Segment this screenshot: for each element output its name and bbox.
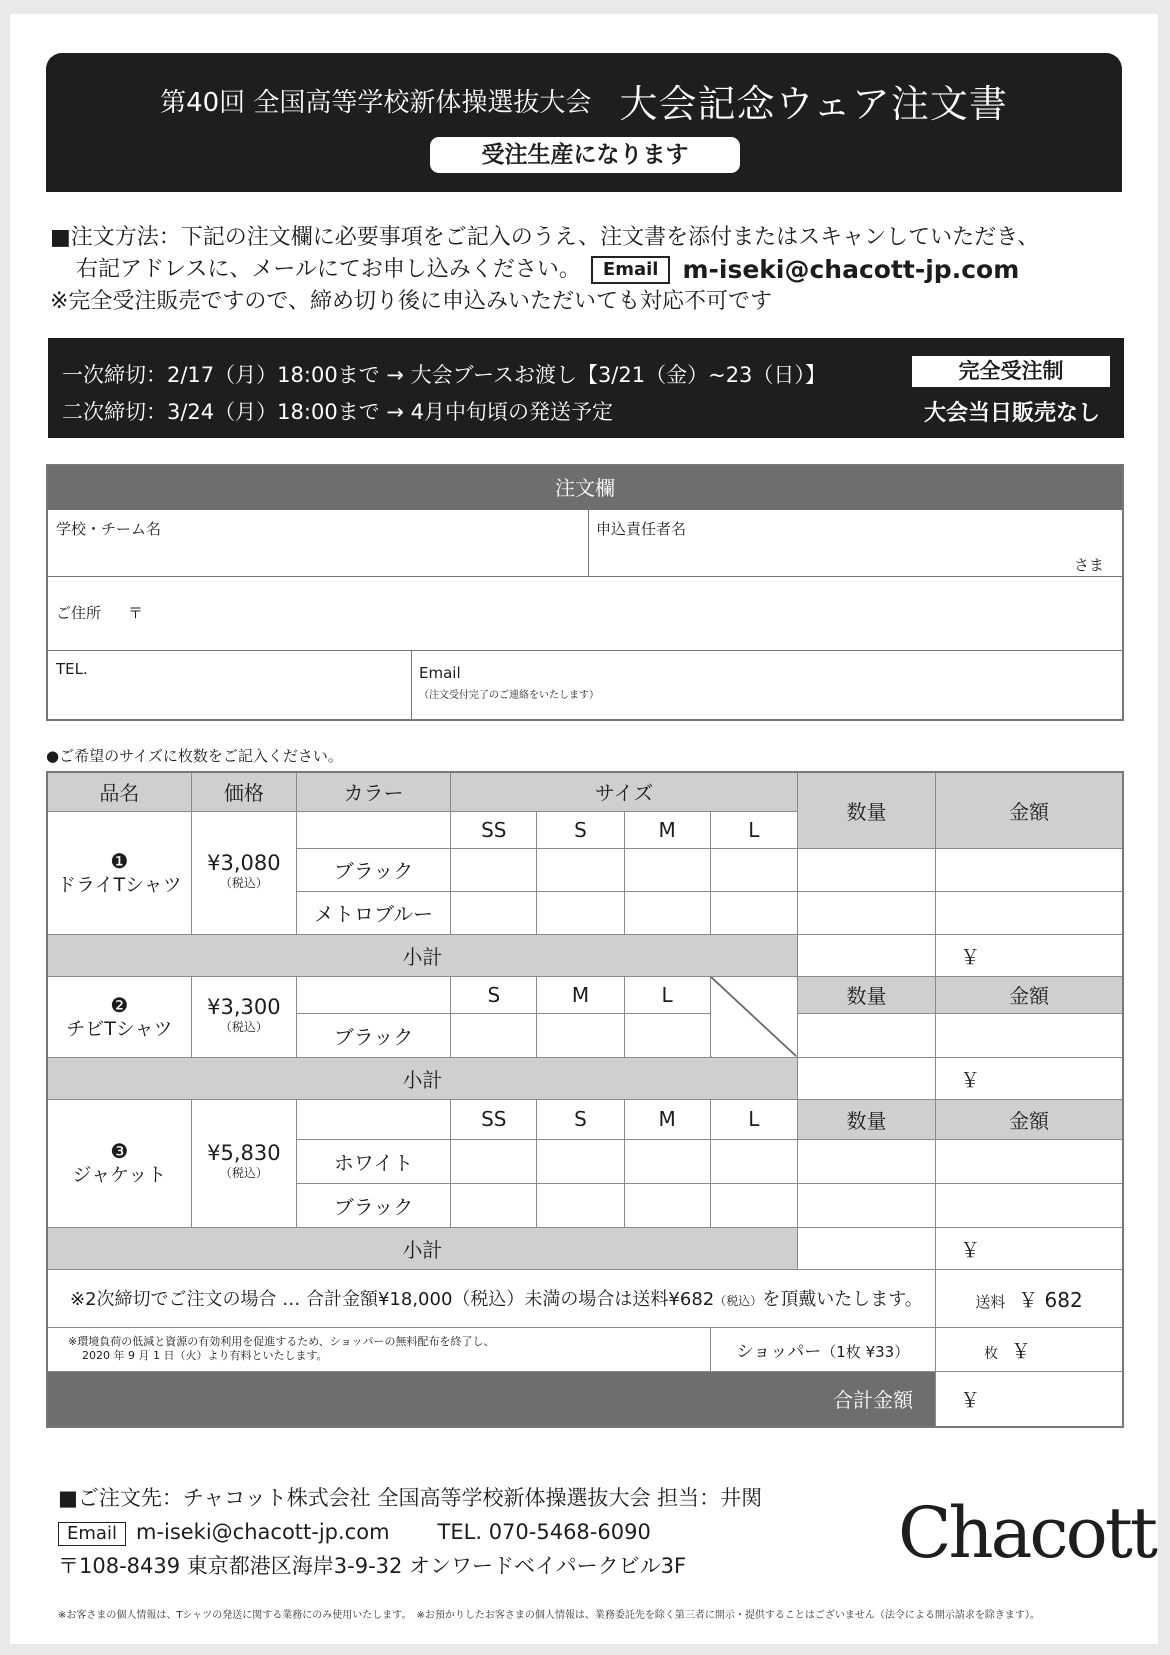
header-banner xyxy=(46,53,1122,192)
shopper-price: （1枚 ¥33） xyxy=(821,1342,910,1361)
unavailable-size-cell xyxy=(710,976,797,1057)
size-row xyxy=(47,1099,1123,1139)
product-price: ¥3,300 xyxy=(207,994,281,1019)
color-blank xyxy=(296,1099,450,1139)
shipping-value: ￥ 682 xyxy=(1018,1287,1083,1312)
color-label: ホワイト xyxy=(296,1139,450,1183)
contact-email[interactable]: m-iseki@chacott-jp.com xyxy=(135,1520,390,1544)
subtotal-amount[interactable]: ￥ xyxy=(936,1057,1123,1099)
size-label: L xyxy=(710,811,797,848)
quantity-cell[interactable] xyxy=(797,1013,935,1057)
subtotal-qty[interactable] xyxy=(797,1227,935,1269)
shipping-note-end: を頂戴いたします。 xyxy=(762,1289,923,1310)
shopper-item xyxy=(710,1327,935,1371)
qty-input-cell[interactable] xyxy=(451,891,537,934)
made-to-order-badge: 受注生産になります xyxy=(430,137,740,173)
qty-input-cell[interactable] xyxy=(537,848,624,891)
header-qty: 数量 xyxy=(797,976,935,1013)
event-name: 第40回 全国高等学校新体操選抜大会 xyxy=(160,88,592,118)
product-price-cell xyxy=(191,1099,296,1227)
qty-input-cell[interactable] xyxy=(710,891,797,934)
color-label: ブラック xyxy=(296,1013,450,1057)
header-item: 品名 xyxy=(47,772,191,811)
quantity-cell[interactable] xyxy=(797,891,935,934)
product-name-cell xyxy=(47,811,191,934)
quantity-cell[interactable] xyxy=(797,848,935,891)
email-note: （注文受付完了のご連絡をいたします） xyxy=(419,690,599,701)
qty-input-cell[interactable] xyxy=(624,1139,710,1183)
color-blank xyxy=(296,976,450,1013)
shopper-note-line: 2020 年 9 月 1 日（火）より有料といたします。 xyxy=(82,1349,328,1362)
header-amount: 金額 xyxy=(936,976,1123,1013)
order-info-form xyxy=(46,464,1124,721)
shipping-note-text: ※2次締切でご注文の場合 … 合計金額¥18,000（税込）未満の場合は送料¥682 xyxy=(70,1289,715,1310)
instruction-line-1: ■注文方法：下記の注文欄に必要事項をご記入のうえ、注文書を添付またはスキャンしていただき、 xyxy=(50,225,1040,250)
shipping-tax-note: （税込） xyxy=(714,1294,763,1308)
shopper-amount[interactable] xyxy=(936,1327,1123,1371)
subtotal-qty[interactable] xyxy=(797,934,935,976)
order-email-address: m-iseki@chacott-jp.com xyxy=(682,255,1020,284)
header-qty: 数量 xyxy=(797,772,935,848)
subtotal-row xyxy=(47,934,1123,976)
honorific-label: さま xyxy=(1074,556,1105,574)
order-instructions xyxy=(50,222,1130,318)
qty-input-cell[interactable] xyxy=(710,1139,797,1183)
qty-input-cell[interactable] xyxy=(624,1013,710,1057)
shipping-label: 送料 xyxy=(975,1292,1006,1311)
divider xyxy=(411,650,412,719)
quantity-cell[interactable] xyxy=(797,1139,935,1183)
shopper-unit: 枚 xyxy=(984,1345,999,1362)
first-deadline: 一次締切：2/17（月）18:00まで → 大会ブースお渡し【3/21（金）~23（日）】 xyxy=(62,363,826,387)
address-label: ご住所 xyxy=(56,604,102,622)
shopper-note xyxy=(47,1327,710,1371)
privacy-note: ※お客さまの個人情報は、Tシャツの発送に関する業務にのみ使用いたします。 ※お預かりしたお客さまの個人情報は、業務委託先を除く第三者に開示・提供することはございません（法令による開示請求を除きます）。 xyxy=(58,1610,1040,1621)
subtotal-label: 小計 xyxy=(47,1227,797,1269)
no-onsite-sale-note: 大会当日販売なし xyxy=(923,401,1100,426)
qty-input-cell[interactable] xyxy=(624,1183,710,1227)
amount-cell[interactable] xyxy=(936,848,1123,891)
email-label: Email xyxy=(419,664,461,682)
header-qty: 数量 xyxy=(797,1099,935,1139)
product-price: ¥5,830 xyxy=(207,1141,281,1165)
shipping-note xyxy=(47,1269,936,1327)
size-instruction: ●ご希望のサイズに枚数をご記入ください。 xyxy=(46,747,343,765)
total-amount[interactable]: ￥ xyxy=(936,1371,1123,1427)
header-price: 価格 xyxy=(191,772,296,811)
total-row xyxy=(47,1371,1123,1427)
header-amount: 金額 xyxy=(936,772,1123,848)
shipping-row xyxy=(47,1269,1123,1327)
instruction-line-3: ※完全受注販売ですので、締め切り後に申込みいただいても対応不可です xyxy=(50,289,772,314)
size-label: M xyxy=(537,976,624,1013)
shopper-label: ショッパー xyxy=(736,1341,822,1362)
header-color: カラー xyxy=(296,772,450,811)
size-row xyxy=(47,976,1123,1013)
amount-cell[interactable] xyxy=(936,1013,1123,1057)
product-name: ジャケット xyxy=(72,1164,167,1186)
order-form-title: 注文欄 xyxy=(48,466,1122,510)
shopper-row xyxy=(47,1327,1123,1371)
product-number: ❷ xyxy=(110,992,129,1017)
product-number: ❸ xyxy=(110,1139,129,1163)
tax-note: （税込） xyxy=(219,1166,268,1180)
product-price-cell xyxy=(191,811,296,934)
order-only-badge: 完全受注制 xyxy=(912,356,1110,387)
color-label: ブラック xyxy=(296,1183,450,1227)
subtotal-qty[interactable] xyxy=(797,1057,935,1099)
shipping-fee-cell xyxy=(936,1269,1123,1327)
qty-input-cell[interactable] xyxy=(451,1013,537,1057)
product-name: ドライTシャツ xyxy=(57,873,182,896)
qty-input-cell[interactable] xyxy=(451,1139,537,1183)
contact-email-line xyxy=(58,1515,762,1549)
amount-cell[interactable] xyxy=(936,1139,1123,1183)
subtotal-label: 小計 xyxy=(47,1057,797,1099)
deadline-banner xyxy=(48,338,1124,438)
header-amount: 金額 xyxy=(936,1099,1123,1139)
product-name: チビTシャツ xyxy=(66,1017,173,1040)
qty-input-cell[interactable] xyxy=(710,1183,797,1227)
product-name-cell xyxy=(47,976,191,1057)
qty-input-cell[interactable] xyxy=(537,1013,624,1057)
contact-footer xyxy=(58,1481,762,1583)
color-label: メトロブルー xyxy=(296,891,450,934)
product-price: ¥3,080 xyxy=(207,850,281,875)
tax-note: （税込） xyxy=(219,875,268,890)
second-deadline: 二次締切：3/24（月）18:00まで → 4月中旬頃の発送予定 xyxy=(62,400,613,424)
size-label: S xyxy=(537,1099,624,1139)
size-label: S xyxy=(451,976,537,1013)
qty-input-cell[interactable] xyxy=(537,1183,624,1227)
chacott-logo: Chacott xyxy=(898,1492,1155,1574)
size-label: M xyxy=(624,1099,710,1139)
product-name-cell xyxy=(47,1099,191,1227)
product-price-cell xyxy=(191,976,296,1057)
page-title: 大会記念ウェア注文書 xyxy=(619,82,1008,126)
size-label: S xyxy=(537,811,624,848)
tel-label: TEL. xyxy=(56,660,88,678)
shopper-note-line: ※環境負荷の低減と資源の有効利用を促進するため、ショッパーの無料配布を終了し、 xyxy=(68,1335,495,1348)
email-label-box: Email xyxy=(58,1522,126,1546)
size-label: SS xyxy=(451,1099,537,1139)
applicant-name-label: 申込責任者名 xyxy=(596,520,687,538)
qty-input-cell[interactable] xyxy=(537,891,624,934)
contact-tel: TEL. 070-5468-6090 xyxy=(437,1520,651,1544)
divider xyxy=(48,576,1122,577)
qty-input-cell[interactable] xyxy=(537,1139,624,1183)
instruction-line-2 xyxy=(50,254,1130,286)
color-label: ブラック xyxy=(296,848,450,891)
table-header-row xyxy=(47,772,1123,811)
subtotal-amount[interactable]: ￥ xyxy=(936,934,1123,976)
order-table xyxy=(46,771,1124,1428)
contact-address: 〒108-8439 東京都港区海岸3-9-32 オンワードベイパークビル3F xyxy=(58,1554,687,1578)
subtotal-row xyxy=(47,1057,1123,1099)
qty-input-cell[interactable] xyxy=(710,848,797,891)
subtotal-label: 小計 xyxy=(47,934,797,976)
size-label: L xyxy=(624,976,710,1013)
subtotal-amount[interactable]: ￥ xyxy=(936,1227,1123,1269)
email-label-box: Email xyxy=(591,256,671,284)
qty-input-cell[interactable] xyxy=(624,848,710,891)
total-label: 合計金額 xyxy=(47,1371,936,1427)
header-title-line xyxy=(46,73,1122,128)
header-size: サイズ xyxy=(451,772,798,811)
contact-line: ■ご注文先：チャコット株式会社 全国高等学校新体操選抜大会 担当：井関 xyxy=(58,1486,763,1510)
qty-input-cell[interactable] xyxy=(624,891,710,934)
product-number: ❶ xyxy=(110,848,129,873)
qty-input-cell[interactable] xyxy=(451,848,537,891)
shopper-yen: ￥ xyxy=(1010,1338,1031,1363)
divider xyxy=(48,650,1122,651)
school-name-label: 学校・チーム名 xyxy=(56,520,162,538)
quantity-cell[interactable] xyxy=(797,1183,935,1227)
amount-cell[interactable] xyxy=(936,1183,1123,1227)
tax-note: （税込） xyxy=(219,1019,268,1034)
size-label: M xyxy=(624,811,710,848)
divider xyxy=(588,510,589,576)
size-label: L xyxy=(710,1099,797,1139)
color-blank xyxy=(296,811,450,848)
amount-cell[interactable] xyxy=(936,891,1123,934)
size-label: SS xyxy=(451,811,537,848)
instruction-text: 右記アドレスに、メールにてお申し込みください。 xyxy=(76,257,581,282)
qty-input-cell[interactable] xyxy=(451,1183,537,1227)
order-sheet-page xyxy=(10,14,1158,1644)
subtotal-row xyxy=(47,1227,1123,1269)
postal-mark: 〒 xyxy=(128,604,144,622)
